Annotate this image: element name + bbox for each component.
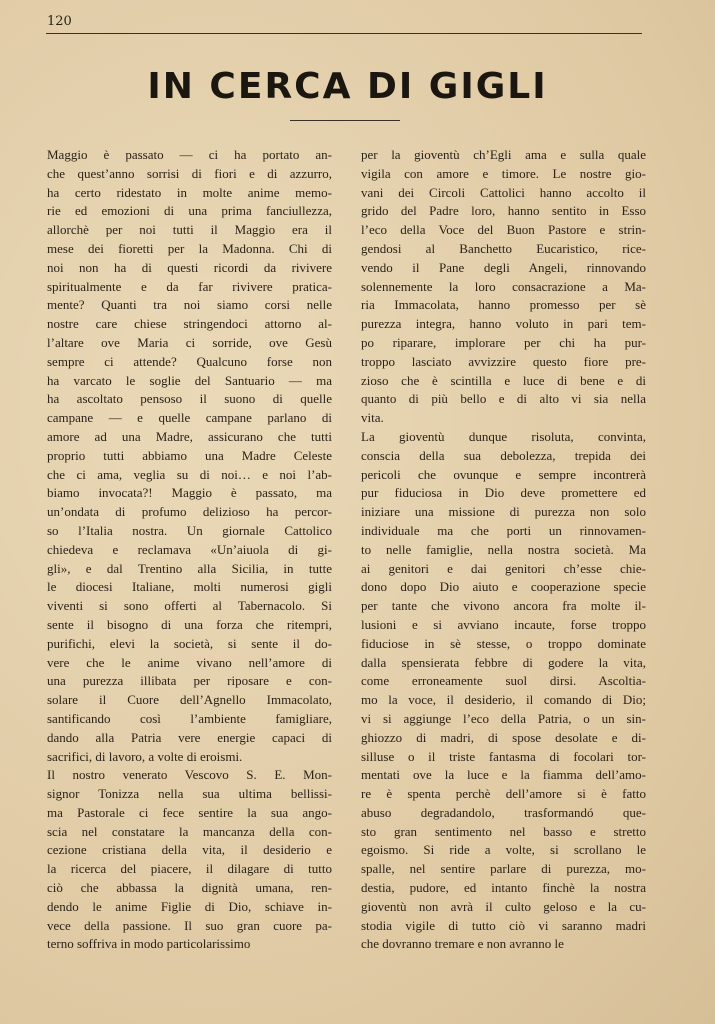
text-line: abuso degradandolo, trasformandó que- bbox=[361, 804, 646, 820]
text-line: vita. bbox=[361, 410, 384, 426]
text-line: egoismo. Si ride a volte, si scrollano le bbox=[361, 842, 646, 858]
text-line: rie ed emozioni di una prima fanciullezza, bbox=[47, 203, 332, 219]
text-line: nostre care chiese stringendoci attorno al- bbox=[47, 316, 332, 332]
text-line: individuale ma che porti un rinnovamen- bbox=[361, 522, 646, 538]
text-line: che ci ama, veglia su di noi… e noi l’ab- bbox=[47, 466, 332, 482]
title-underline bbox=[290, 120, 400, 121]
text-line: sto gran sentimento nel basso e stretto bbox=[361, 823, 646, 839]
text-line: santificando così l’ambiente famigliare, bbox=[47, 710, 332, 726]
text-line: stodia vigile di tutto ciò vi saranno madri bbox=[361, 917, 646, 933]
text-line: ma Pastorale ci fece sentire la sua ango- bbox=[47, 804, 332, 820]
text-line: biamo invocata?! Maggio è passato, ma bbox=[47, 485, 332, 501]
text-line: vece della passione. Il suo gran cuore pa- bbox=[47, 917, 332, 933]
text-line: sente il bisogno di una forza che ritempri, bbox=[47, 616, 332, 632]
text-line: come erroneamente suol dirsi. Ascoltia- bbox=[361, 673, 646, 689]
text-line: mo la voce, il desiderio, il comando di Dio; bbox=[361, 692, 646, 708]
text-line: spalle, nel sentire parlare di purezza, mo- bbox=[361, 861, 646, 877]
text-line: una purezza illibata per riposare e con- bbox=[47, 673, 332, 689]
text-line: allorchè per noi tutti il Maggio era il bbox=[47, 222, 332, 238]
text-line: Maggio è passato — ci ha portato an- bbox=[47, 147, 332, 162]
text-line: solennemente la loro consacrazione a Ma- bbox=[361, 278, 646, 294]
text-line: purezza integra, hanno voluto in pari tem- bbox=[361, 316, 646, 332]
text-line: zioso che è scintilla e luce di bene e di bbox=[361, 372, 646, 388]
text-line: ha ascoltato pensoso il suono di quelle bbox=[47, 391, 332, 407]
text-line: re è spenta perchè dell’amore si è fatto bbox=[361, 786, 646, 802]
text-line: so l’Italia nostra. Un giornale Cattolico bbox=[47, 522, 332, 538]
text-line: noi non ha di questi ricordi da rivivere bbox=[47, 259, 332, 275]
text-line: per la gioventù ch’Egli ama e sulla quale bbox=[361, 147, 646, 162]
text-line: ha varcato le soglie del Santuario — ma bbox=[47, 372, 332, 388]
text-line: ai genitori e dai genitori ch’esse chie- bbox=[361, 560, 646, 576]
text-line: gioventù non avrà il culto geloso e la cu- bbox=[361, 898, 646, 914]
text-line: proprio tutti abbiamo una Madre Celeste bbox=[47, 447, 332, 463]
text-line: conscia della sua debolezza, trepida dei bbox=[361, 447, 646, 463]
text-line: che quest’anno sorrisi di fiori e di azzurro, bbox=[47, 165, 332, 181]
text-line: Il nostro venerato Vescovo S. E. Mon- bbox=[47, 767, 332, 783]
right-text-column bbox=[361, 146, 646, 954]
text-line: to nelle famiglie, nella nostra società. Ma bbox=[361, 541, 646, 557]
text-line: l’eco della Voce del Buon Pastore e strin- bbox=[361, 222, 646, 238]
text-line: chiedeva e reclamava «Un’aiuola di gi- bbox=[47, 541, 332, 557]
text-line: scia nel constatare la mancanza della con- bbox=[47, 823, 332, 839]
text-line: dono dopo Dio aiuto e cooperazione specie bbox=[361, 579, 646, 595]
text-line: gli», e dal Trentino alla Sicilia, in tutte bbox=[47, 560, 332, 576]
text-line: spiritualmente e da far rivivere pratica- bbox=[47, 278, 332, 294]
text-line: vi si aggiunge l’eco della Patria, o un sin- bbox=[361, 710, 646, 726]
text-line: terno soffriva in modo particolarissimo bbox=[47, 936, 251, 952]
text-line: vere che le anime vivano nell’amore di bbox=[47, 654, 332, 670]
text-line: vigila con amore e timore. Le nostre gio- bbox=[361, 165, 646, 181]
text-line: per tante che vivono ancora fra molte il- bbox=[361, 598, 646, 614]
text-line: fiduciose in sè stesse, o troppo dominate bbox=[361, 635, 646, 651]
text-line: ciò che abbassa la dignità umana, ren- bbox=[47, 880, 332, 896]
text-line: troppo lasciato avvizzire questo fiore pre- bbox=[361, 353, 646, 369]
text-line: ria Immacolata, hanno promesso per sè bbox=[361, 297, 646, 313]
text-line: iniziare una missione di purezza non solo bbox=[361, 504, 646, 520]
text-line: sempre ci attende? Qualcuno forse non bbox=[47, 353, 332, 369]
text-line: sacrifici, di lavoro, a volte di eroismi. bbox=[47, 748, 243, 764]
page-number: 120 bbox=[47, 14, 72, 29]
text-line: grido del Padre loro, hanno sentito in Esso bbox=[361, 203, 646, 219]
text-line: solare il Cuore dell’Agnello Immacolato, bbox=[47, 692, 332, 708]
text-line: La gioventù dunque risoluta, convinta, bbox=[361, 428, 646, 444]
text-line: quanto di più bello e di alto vi sia nella bbox=[361, 391, 646, 407]
text-line: l’altare ove Maria ci sorride, ove Gesù bbox=[47, 334, 332, 350]
text-line: amore ad una Madre, assicurano che tutti bbox=[47, 428, 332, 444]
text-line: vani dei Circoli Cattolici hanno accolto il bbox=[361, 184, 646, 200]
text-line: dendo le anime Figlie di Dio, schiave in- bbox=[47, 898, 332, 914]
text-line: ha certo ridestato in molte anime memo- bbox=[47, 184, 332, 200]
text-line: signor Tonizza nella sua ultima bellissi- bbox=[47, 786, 332, 802]
text-line: la ricerca del piacere, il dilagare di tutto bbox=[47, 861, 332, 877]
left-text-column bbox=[47, 146, 332, 954]
text-line: un’ondata di profumo delizioso ha percor- bbox=[47, 504, 332, 520]
text-line: le diocesi Italiane, molti numerosi gigli bbox=[47, 579, 332, 595]
text-line: pur fiduciosa in Dio deve promettere ed bbox=[361, 485, 646, 501]
text-line: che dovranno tremare e non avranno le bbox=[361, 936, 564, 952]
text-line: po riparare, implorare per chi ha pur- bbox=[361, 334, 646, 350]
text-line: cezione cristiana della vita, il desiderio e bbox=[47, 842, 332, 858]
text-line: mentati ove la luce e la fiamma dell’amo- bbox=[361, 767, 646, 783]
text-line: dalla spensierata febbre di godere la vita, bbox=[361, 654, 646, 670]
article-title: IN CERCA DI GIGLI bbox=[147, 66, 548, 107]
text-line: ghiozzo di madri, di spose desolate e di- bbox=[361, 729, 646, 745]
header-rule bbox=[46, 33, 642, 34]
text-line: mente? Quanti tra noi siamo corsi nelle bbox=[47, 297, 332, 313]
text-line: destia, pudore, ed intanto finchè la nostra bbox=[361, 880, 646, 896]
text-line: viventi si sono offerti al Tabernacolo. Si bbox=[47, 598, 332, 614]
text-line: pericoli che ovunque e sempre incontrerà bbox=[361, 466, 646, 482]
text-line: silluse o il triste fantasma di focolari tor- bbox=[361, 748, 646, 764]
text-line: mese dei fioretti per la Madonna. Chi di bbox=[47, 240, 332, 256]
text-line: dando alla Patria vere energie capaci di bbox=[47, 729, 332, 745]
text-line: campane — e quelle campane parlano di bbox=[47, 410, 332, 426]
text-line: gendosi al Banchetto Eucaristico, rice- bbox=[361, 240, 646, 256]
text-line: lusioni e si avviano incaute, forse troppo bbox=[361, 616, 646, 632]
text-line: purifichi, elevi la società, si sente il do- bbox=[47, 635, 332, 651]
text-line: vendo il Pane degli Angeli, rinnovando bbox=[361, 259, 646, 275]
